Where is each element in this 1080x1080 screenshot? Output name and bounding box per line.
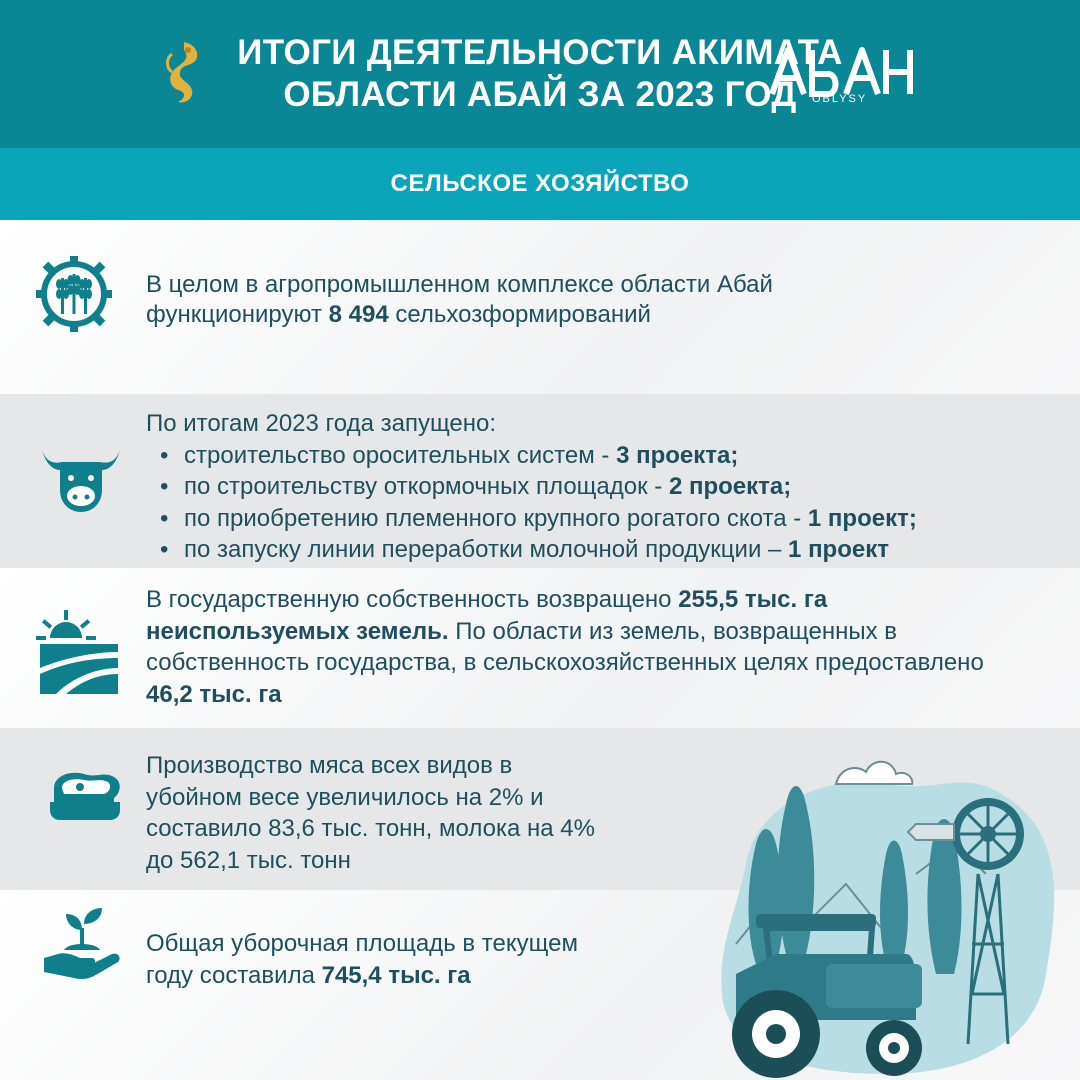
item-text: строительство оросительных систем - (184, 441, 617, 469)
agro-complex-text (146, 270, 946, 330)
cow-icon (36, 440, 126, 516)
projects-list (146, 440, 1066, 566)
harvest-line-2 (146, 960, 706, 992)
land-provided: 46,2 тыс. га (146, 680, 282, 708)
agro-count: 8 494 (328, 301, 389, 328)
item-text: по запуску линии переработки молочной продукции – (184, 536, 789, 563)
agro-text-pre: В целом в агропромышленном комплексе области Абай функционируют (146, 271, 773, 328)
item-count: 3 проекта; (616, 441, 739, 469)
sprout-hand-icon (42, 908, 122, 980)
land-text (146, 584, 1026, 710)
title-line-1: ИТОГИ ДЕЯТЕЛЬНОСТИ АКИМАТА (237, 33, 843, 72)
item-text: по строительству откормочных площадок - (184, 473, 669, 500)
harvest-text (146, 928, 706, 991)
list-item (146, 440, 1066, 472)
list-item (146, 534, 1066, 566)
harvest-text-pre: году составила (146, 961, 322, 989)
golden-emblem-icon (160, 38, 208, 106)
tractor-farm-illustration (716, 744, 1080, 1080)
row-agro-complex (0, 220, 1080, 394)
row-land (0, 568, 1080, 728)
item-count: 1 проект (788, 536, 889, 563)
meat-line-2: убойном весе увеличилось на 2% и (146, 783, 544, 811)
wheat-gear-icon (36, 256, 112, 332)
item-count: 1 проект; (807, 504, 917, 532)
item-count: 2 проекта; (668, 473, 792, 500)
harvest-line-1: Общая уборочная площадь в текущем (146, 930, 578, 957)
land-text-pre: В государственную собственность возвращено (146, 586, 679, 613)
item-text: по приобретению племенного крупного рогатого скота - (184, 504, 808, 532)
meat-icon (40, 768, 130, 828)
land-returned: 255,5 тыс. га неиспользуемых земель. (146, 586, 828, 645)
logo-subtitle: OBLYSY (812, 93, 868, 105)
projects-intro: По итогам 2023 года запущено: (146, 410, 497, 437)
section-bar (0, 148, 1080, 220)
header (0, 0, 1080, 148)
meat-milk-text (146, 750, 706, 876)
page-title (237, 32, 842, 116)
list-item (146, 503, 1066, 535)
harvest-area: 745,4 тыс. га (321, 961, 471, 989)
title-line-2: ОБЛАСТИ АБАЙ ЗА 2023 ГОД (283, 75, 797, 114)
agro-text-post: сельхозформирований (388, 301, 651, 328)
field-sun-icon (36, 608, 122, 694)
row-projects (0, 394, 1080, 568)
meat-line-3: составило 83,6 тыс. тонн, молока на 4% (146, 815, 595, 842)
list-item (146, 471, 1066, 503)
land-text-mid: По области из земель, возвращенных в собственность государства, в сельскохозяйственных целях предоставлено (146, 617, 984, 676)
meat-line-1: Производство мяса всех видов в (146, 752, 513, 779)
projects-text (146, 408, 1066, 566)
section-title: СЕЛЬСКОЕ ХОЗЯЙСТВО (390, 170, 690, 197)
meat-line-4: до 562,1 тыс. тонн (146, 846, 351, 874)
